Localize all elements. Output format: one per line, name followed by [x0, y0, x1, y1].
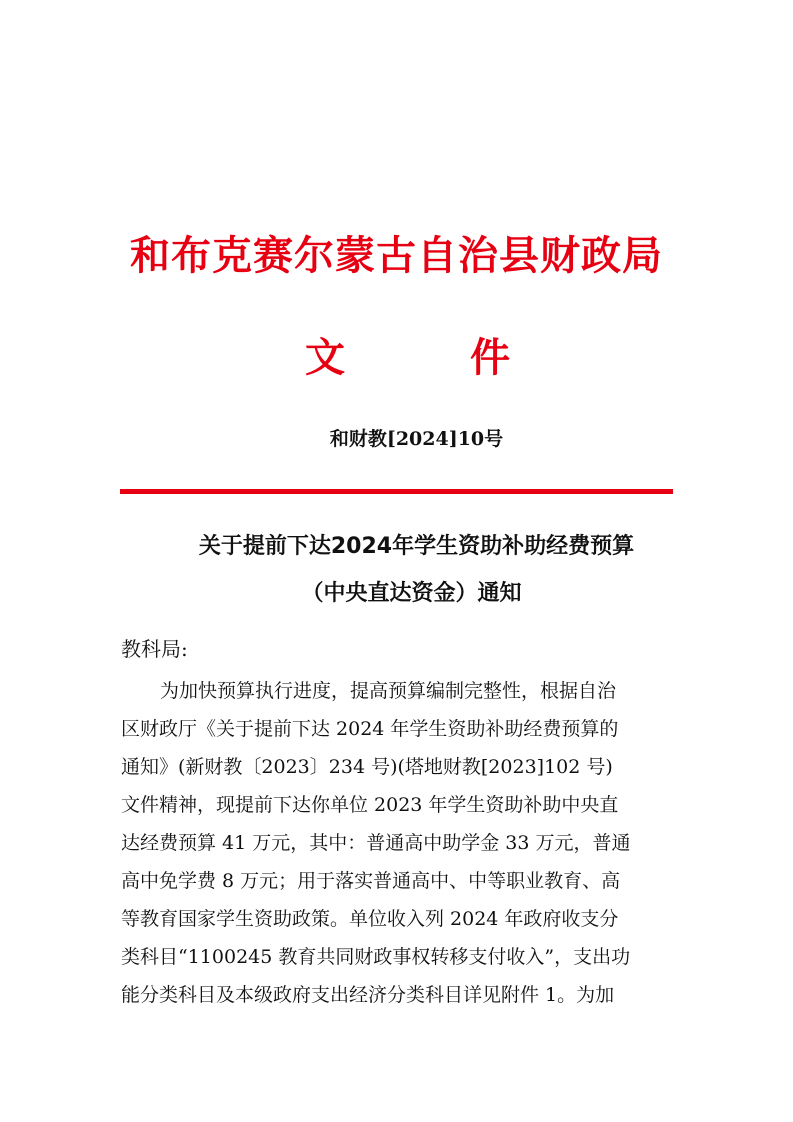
subject-title-line-1: 关于提前下达2024年学生资助补助经费预算: [198, 534, 635, 559]
body-line: 能分类科目及本级政府支出经济分类科目详见附件 1。为加: [121, 984, 615, 1006]
body-line: 高中免学费 8 万元；用于落实普通高中、中等职业教育、高: [121, 870, 621, 892]
body-line: 达经费预算 41 万元，其中：普通高中助学金 33 万元，普通: [121, 832, 631, 854]
subject-title-line-2: （中央直达资金）通知: [301, 581, 522, 606]
body-line: 类科目“1100245 教育共同财政事权转移支付收入”，支出功: [121, 946, 631, 968]
body-line: 通知》(新财教〔2023〕234 号)(塔地财教[2023]102 号): [121, 756, 613, 778]
body-line: 为加快预算执行进度，提高预算编制完整性，根据自治: [160, 680, 617, 702]
issuing-authority-title: 和布克赛尔蒙古自治县财政局: [130, 232, 663, 279]
document-number: 和财教[2024]10号: [329, 428, 504, 450]
addressee: 教科局:: [121, 637, 188, 661]
red-divider-line: [120, 489, 673, 494]
document-label-char-1: 文: [305, 334, 345, 381]
body-line: 文件精神，现提前下达你单位 2023 年学生资助补助中央直: [121, 794, 619, 816]
body-line: 等教育国家学生资助政策。单位收入列 2024 年政府收支分: [121, 908, 619, 930]
body-line: 区财政厅《关于提前下达 2024 年学生资助补助经费预算的: [121, 718, 619, 740]
document-label-char-2: 件: [470, 334, 510, 381]
